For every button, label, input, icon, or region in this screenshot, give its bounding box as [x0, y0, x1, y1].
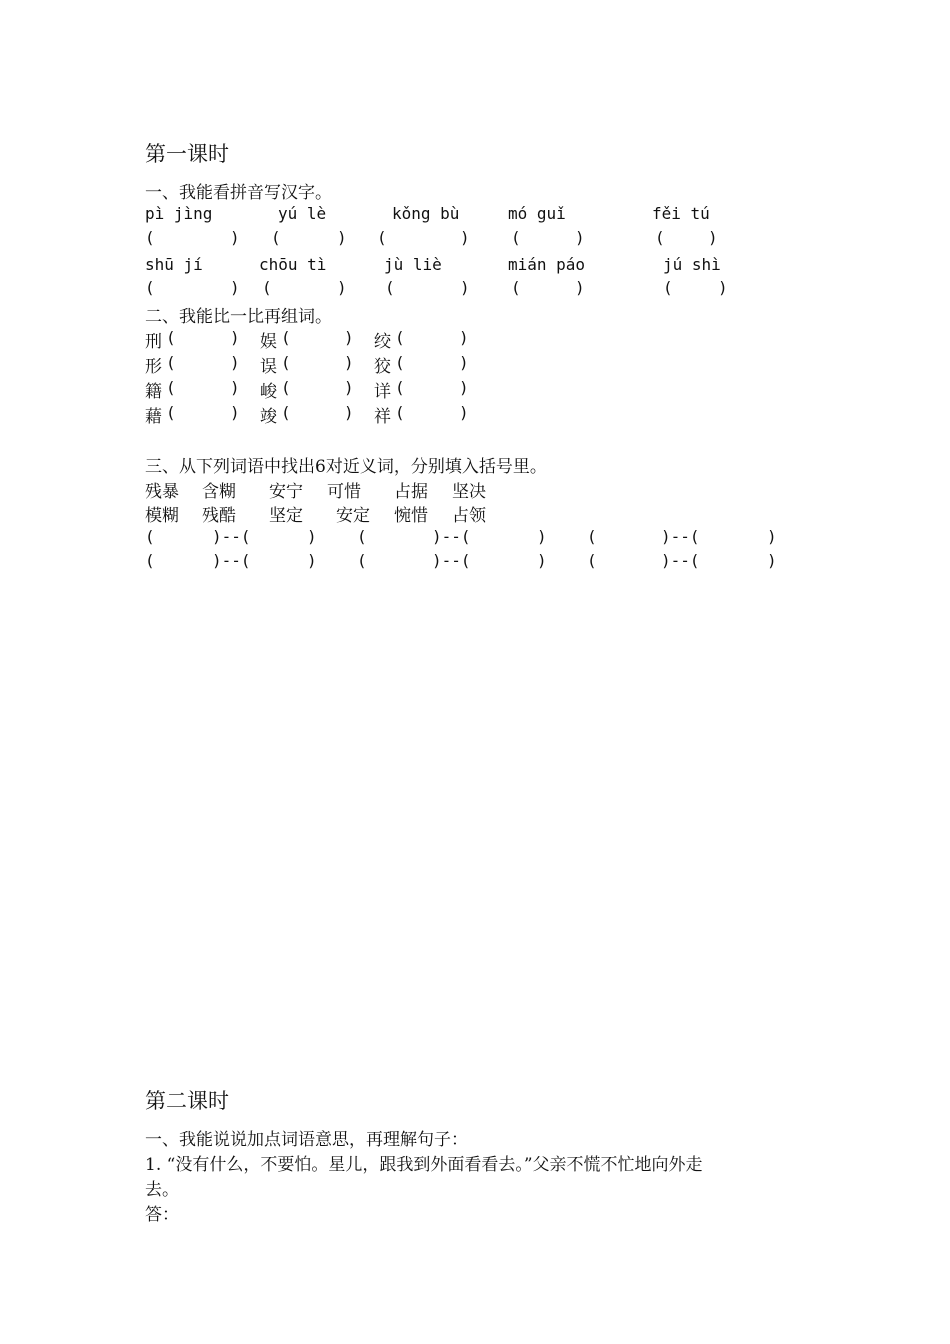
answer-blank-open: ( — [395, 353, 405, 372]
compare-char: 藉 — [145, 407, 162, 427]
answer-blank-close: ) — [344, 403, 354, 422]
answer-blank-open: ( — [271, 228, 281, 247]
answer-blank-close: ) — [344, 353, 354, 372]
compare-char: 狡 — [374, 357, 391, 377]
answer-blank-open: ( — [395, 403, 405, 422]
answer-blank-close: ) — [460, 278, 470, 297]
answer-blank-close: ) — [344, 328, 354, 347]
compare-char: 误 — [260, 357, 277, 377]
answer-blank-open: ( — [511, 228, 521, 247]
compare-char: 刑 — [145, 332, 162, 352]
answer-blank-open: ( — [281, 353, 291, 372]
pair-blank-close: ) — [537, 527, 547, 546]
question-1-line2: 去。 — [145, 1180, 179, 1200]
answer-blank-open: ( — [166, 403, 176, 422]
pair-blank-close: ) — [767, 551, 777, 570]
answer-label: 答： — [145, 1205, 179, 1225]
answer-blank-open: ( — [395, 328, 405, 347]
word: 可惜 — [327, 482, 361, 502]
answer-blank-open: ( — [145, 228, 155, 247]
pair-connector: )--( — [212, 551, 251, 570]
answer-blank-close: ) — [230, 278, 240, 297]
lesson2-heading: 一、我能说说加点词语意思，再理解句子： — [145, 1130, 468, 1150]
answer-blank-close: ) — [230, 328, 240, 347]
compare-char: 祥 — [374, 407, 391, 427]
pair-blank-close: ) — [307, 527, 317, 546]
pair-blank-close: ) — [537, 551, 547, 570]
pinyin-9: mián páo — [508, 255, 586, 274]
answer-blank-close: ) — [337, 228, 347, 247]
answer-blank-close: ) — [344, 378, 354, 397]
answer-blank-open: ( — [395, 378, 405, 397]
answer-blank-close: ) — [459, 403, 469, 422]
answer-blank-close: ) — [230, 228, 240, 247]
answer-blank-close: ) — [230, 353, 240, 372]
answer-blank-open: ( — [663, 278, 673, 297]
answer-blank-open: ( — [511, 278, 521, 297]
word: 坚定 — [269, 506, 303, 526]
compare-char: 娱 — [260, 332, 277, 352]
compare-char: 形 — [145, 357, 162, 377]
pinyin-3: kǒng bù — [392, 204, 460, 223]
answer-blank-open: ( — [281, 403, 291, 422]
answer-blank-open: ( — [166, 353, 176, 372]
answer-blank-close: ) — [337, 278, 347, 297]
pinyin-5: fěi tú — [652, 204, 710, 223]
pair-blank-open: ( — [145, 527, 155, 546]
answer-blank-open: ( — [281, 328, 291, 347]
pair-blank-open: ( — [587, 527, 597, 546]
answer-blank-close: ) — [459, 328, 469, 347]
answer-blank-open: ( — [166, 328, 176, 347]
pair-connector: )--( — [661, 527, 700, 546]
pair-connector: )--( — [661, 551, 700, 570]
word: 模糊 — [145, 506, 179, 526]
compare-char: 峻 — [260, 382, 277, 402]
section3-heading: 三、从下列词语中找出6对近义词，分别填入括号里。 — [145, 457, 547, 477]
answer-blank-open: ( — [385, 278, 395, 297]
compare-char: 籍 — [145, 382, 162, 402]
pair-blank-open: ( — [145, 551, 155, 570]
pinyin-1: pì jìng — [145, 204, 213, 223]
section2-heading: 二、我能比一比再组词。 — [145, 307, 332, 327]
answer-blank-close: ) — [459, 378, 469, 397]
word: 含糊 — [202, 482, 236, 502]
answer-blank-close: ) — [575, 278, 585, 297]
pair-blank-open: ( — [357, 527, 367, 546]
answer-blank-open: ( — [281, 378, 291, 397]
pair-blank-close: ) — [767, 527, 777, 546]
answer-blank-close: ) — [575, 228, 585, 247]
answer-blank-close: ) — [708, 228, 718, 247]
answer-blank-open: ( — [145, 278, 155, 297]
word: 安定 — [336, 506, 370, 526]
pair-connector: )--( — [212, 527, 251, 546]
compare-char: 竣 — [260, 407, 277, 427]
pinyin-4: mó guǐ — [508, 204, 566, 223]
word: 坚决 — [452, 482, 486, 502]
answer-blank-open: ( — [377, 228, 387, 247]
word: 残暴 — [145, 482, 179, 502]
pinyin-2: yú lè — [278, 204, 327, 223]
pinyin-10: jú shì — [663, 255, 721, 274]
pair-blank-open: ( — [587, 551, 597, 570]
compare-char: 绞 — [374, 332, 391, 352]
question-1-line1: 1. “没有什么，不要怕。星儿，跟我到外面看看去。”父亲不慌不忙地向外走 — [145, 1155, 703, 1175]
word: 占据 — [394, 482, 428, 502]
answer-blank-close: ) — [230, 378, 240, 397]
pinyin-7: chōu tì — [259, 255, 327, 274]
pair-connector: )--( — [432, 551, 471, 570]
word: 惋惜 — [394, 506, 428, 526]
lesson1-title: 第一课时 — [145, 142, 229, 166]
pinyin-6: shū jí — [145, 255, 203, 274]
answer-blank-close: ) — [230, 403, 240, 422]
answer-blank-open: ( — [166, 378, 176, 397]
answer-blank-close: ) — [459, 353, 469, 372]
answer-blank-close: ) — [460, 228, 470, 247]
section1-heading: 一、我能看拼音写汉字。 — [145, 183, 332, 203]
word: 残酷 — [202, 506, 236, 526]
pair-blank-open: ( — [357, 551, 367, 570]
pair-blank-close: ) — [307, 551, 317, 570]
answer-blank-close: ) — [718, 278, 728, 297]
word: 占领 — [452, 506, 486, 526]
lesson2-title: 第二课时 — [145, 1089, 229, 1113]
answer-blank-open: ( — [262, 278, 272, 297]
word: 安宁 — [269, 482, 303, 502]
compare-char: 详 — [374, 382, 391, 402]
pinyin-8: jù liè — [384, 255, 442, 274]
answer-blank-open: ( — [655, 228, 665, 247]
pair-connector: )--( — [432, 527, 471, 546]
